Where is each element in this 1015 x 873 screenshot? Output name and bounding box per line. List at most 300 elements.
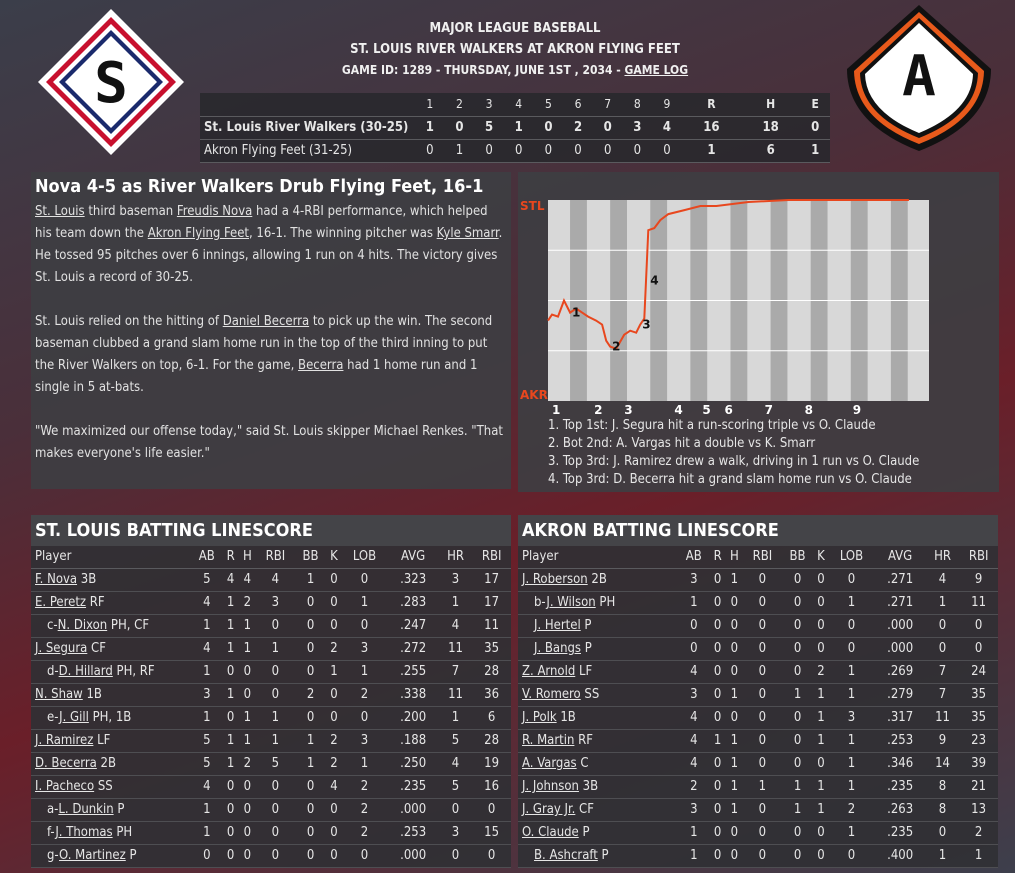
- player-cell: [518, 706, 678, 729]
- stat-cell: 0: [295, 614, 327, 637]
- linescore-title: AKRON BATTING LINESCORE: [518, 515, 998, 546]
- stat-cell: 0: [743, 729, 782, 752]
- inning-score: 2: [563, 116, 593, 139]
- stat-cell: 28: [472, 729, 511, 752]
- inning-score: 0: [622, 139, 652, 162]
- stat-cell: 1: [295, 752, 327, 775]
- stat-cell: 0: [829, 844, 875, 867]
- stat-cell: 1: [782, 683, 814, 706]
- player-position: CF: [87, 641, 106, 656]
- stat-cell: 4: [191, 775, 223, 798]
- inning-score: 0: [504, 139, 534, 162]
- stat-cell: 1: [926, 844, 959, 867]
- stat-cell: .253: [874, 729, 925, 752]
- inning-label: 4: [674, 403, 683, 417]
- column-header: BB: [295, 546, 327, 568]
- stat-cell: 0: [743, 752, 782, 775]
- stat-cell: .271: [874, 591, 925, 614]
- stat-cell: 0: [813, 614, 828, 637]
- team-name: Akron Flying Feet (31-25): [200, 139, 415, 162]
- win-probability-panel: [518, 172, 999, 492]
- player-link[interactable]: V. Romero: [522, 687, 581, 702]
- stat-cell: 0: [782, 660, 814, 683]
- stat-cell: 0: [256, 821, 295, 844]
- inning-label: 3: [624, 403, 633, 417]
- player-link[interactable]: J. Ramirez: [35, 733, 94, 748]
- total-runs: 16: [682, 116, 741, 139]
- stat-cell: 1: [813, 775, 828, 798]
- stat-cell: 4: [678, 706, 710, 729]
- player-cell: [518, 798, 678, 821]
- stat-cell: 0: [326, 706, 341, 729]
- st-louis-logo-letter: S: [94, 51, 128, 116]
- player-link[interactable]: D. Hillard: [58, 664, 113, 679]
- column-header: RBI: [472, 546, 511, 568]
- stat-cell: 0: [472, 798, 511, 821]
- player-cell: [518, 591, 678, 614]
- stat-cell: 0: [239, 775, 256, 798]
- inning-score: 0: [593, 116, 623, 139]
- inning-header: 1: [415, 93, 445, 116]
- stat-cell: 4: [678, 752, 710, 775]
- stat-cell: 35: [959, 683, 998, 706]
- stat-cell: 0: [926, 637, 959, 660]
- stat-cell: 1: [813, 683, 828, 706]
- stat-cell: 6: [472, 706, 511, 729]
- stat-cell: 0: [710, 591, 726, 614]
- player-link[interactable]: O. Claude: [522, 825, 579, 840]
- stat-cell: 0: [829, 614, 875, 637]
- stat-cell: 0: [342, 706, 388, 729]
- team-name: St. Louis River Walkers (30-25): [200, 116, 415, 139]
- stat-cell: 1: [743, 775, 782, 798]
- stat-cell: 1: [223, 752, 239, 775]
- player-link[interactable]: Z. Arnold: [522, 664, 576, 679]
- table-row: [31, 798, 511, 821]
- batting-table: [518, 546, 998, 868]
- stat-cell: 0: [743, 706, 782, 729]
- player-position: CF: [575, 802, 594, 817]
- stat-cell: 0: [295, 798, 327, 821]
- stat-cell: .250: [387, 752, 438, 775]
- stat-cell: .283: [387, 591, 438, 614]
- stat-cell: 5: [439, 775, 472, 798]
- stat-cell: 3: [439, 821, 472, 844]
- table-row: [31, 683, 511, 706]
- player-link[interactable]: Becerra: [298, 358, 344, 373]
- stat-cell: 8: [926, 798, 959, 821]
- st-louis-logo: [36, 7, 186, 157]
- stat-cell: 4: [223, 568, 239, 591]
- key-event: 1. Top 1st: J. Segura hit a run-scoring triple vs O. Claude: [548, 418, 876, 433]
- stat-cell: 4: [191, 591, 223, 614]
- stat-cell: 0: [295, 591, 327, 614]
- column-header: HR: [926, 546, 959, 568]
- total-errors: 0: [800, 116, 830, 139]
- stat-cell: 0: [926, 821, 959, 844]
- stat-cell: 1: [256, 637, 295, 660]
- stat-cell: 13: [959, 798, 998, 821]
- player-link[interactable]: Freudis Nova: [176, 204, 253, 219]
- stat-cell: 1: [439, 591, 472, 614]
- stat-cell: 0: [726, 591, 743, 614]
- stat-cell: 0: [710, 775, 726, 798]
- stat-cell: 28: [472, 660, 511, 683]
- inning-label: 9: [852, 403, 862, 417]
- player-cell: [31, 844, 191, 867]
- inning-header: 3: [474, 93, 504, 116]
- stat-cell: 0: [439, 798, 472, 821]
- stat-cell: 0: [710, 844, 726, 867]
- player-link[interactable]: F. Nova: [35, 572, 78, 587]
- player-link[interactable]: N. Shaw: [35, 687, 83, 702]
- player-link[interactable]: B. Ashcraft: [534, 848, 598, 863]
- stat-cell: .188: [387, 729, 438, 752]
- player-cell: [518, 729, 678, 752]
- table-row: [518, 729, 998, 752]
- column-header: HR: [439, 546, 472, 568]
- player-link[interactable]: J. Gray Jr.: [522, 802, 576, 817]
- stat-cell: 0: [743, 614, 782, 637]
- inning-header: 4: [504, 93, 534, 116]
- stat-cell: 39: [959, 752, 998, 775]
- key-event: 3. Top 3rd: J. Ramirez drew a walk, driving in 1 run vs O. Claude: [548, 454, 920, 469]
- box-score-row-home: [200, 139, 830, 162]
- stat-cell: 0: [959, 637, 998, 660]
- stat-cell: 1: [326, 660, 341, 683]
- inning-label: 7: [764, 403, 773, 417]
- stat-cell: 0: [256, 614, 295, 637]
- column-header: R: [223, 546, 239, 568]
- sub-prefix: g-: [47, 848, 60, 863]
- table-row: [518, 683, 998, 706]
- stat-cell: 0: [342, 614, 388, 637]
- stat-cell: 0: [710, 821, 726, 844]
- stat-cell: 1: [223, 729, 239, 752]
- stat-cell: 7: [439, 660, 472, 683]
- player-link[interactable]: N. Dixon: [57, 618, 108, 633]
- stat-cell: .317: [874, 706, 925, 729]
- stat-cell: .400: [874, 844, 925, 867]
- stat-cell: 8: [926, 775, 959, 798]
- stat-cell: 0: [813, 568, 828, 591]
- stat-cell: 2: [326, 752, 341, 775]
- player-link[interactable]: Kyle Smarr: [436, 226, 499, 241]
- column-header: K: [326, 546, 341, 568]
- stat-cell: 0: [295, 706, 327, 729]
- inning-score: 0: [474, 139, 504, 162]
- sub-prefix: e-: [47, 710, 60, 725]
- stat-cell: 2: [295, 683, 327, 706]
- stat-cell: 1: [256, 729, 295, 752]
- player-position: P: [578, 825, 590, 840]
- stat-cell: 1: [239, 614, 256, 637]
- key-event: 2. Bot 2nd: A. Vargas hit a double vs K. Smarr: [548, 436, 816, 451]
- stat-cell: 1: [829, 821, 875, 844]
- stat-cell: 0: [726, 660, 743, 683]
- stat-cell: 0: [223, 706, 239, 729]
- stat-cell: 1: [239, 706, 256, 729]
- stat-cell: .253: [387, 821, 438, 844]
- player-link[interactable]: J. Wilson: [546, 595, 596, 610]
- player-link[interactable]: E. Peretz: [35, 595, 87, 610]
- inning-header: 7: [593, 93, 623, 116]
- column-header: AVG: [387, 546, 438, 568]
- story-text: , 16-1. The winning pitcher was: [249, 226, 437, 241]
- column-header: H: [726, 546, 743, 568]
- story-headline: Nova 4-5 as River Walkers Drub Flying Feet, 16-1: [35, 176, 484, 197]
- table-row: [518, 614, 998, 637]
- story-paragraph-2: [35, 311, 507, 399]
- stat-cell: 1: [726, 568, 743, 591]
- stat-cell: .235: [874, 775, 925, 798]
- sub-prefix: a-: [47, 802, 59, 817]
- stat-cell: 0: [743, 637, 782, 660]
- stat-cell: 0: [710, 683, 726, 706]
- player-link[interactable]: J. Bangs: [534, 641, 581, 656]
- table-row: [518, 844, 998, 867]
- stat-cell: 1: [239, 729, 256, 752]
- stat-cell: .269: [874, 660, 925, 683]
- stat-cell: 0: [782, 568, 814, 591]
- event-marker: 4: [650, 273, 659, 288]
- stat-cell: 7: [926, 660, 959, 683]
- total-hits: 18: [741, 116, 800, 139]
- table-row: [31, 844, 511, 867]
- inning-header: 6: [563, 93, 593, 116]
- key-event: 4. Top 3rd: D. Becerra hit a grand slam home run vs O. Claude: [548, 472, 912, 487]
- player-cell: [31, 706, 191, 729]
- stat-cell: 1: [710, 729, 726, 752]
- stat-cell: 0: [223, 660, 239, 683]
- player-link[interactable]: J. Johnson: [522, 779, 579, 794]
- story-paragraph-3: "We maximized our offense today," said St. Louis skipper Michael Renkes. "That makes everyone's life easier.": [35, 424, 503, 461]
- player-position: SS: [94, 779, 113, 794]
- player-link[interactable]: I. Pacheco: [35, 779, 95, 794]
- player-cell: [31, 798, 191, 821]
- player-link[interactable]: O. Martinez: [59, 848, 126, 863]
- table-row: [31, 821, 511, 844]
- table-row: [31, 752, 511, 775]
- game-log-link[interactable]: GAME LOG: [624, 63, 689, 77]
- inning-score: 0: [563, 139, 593, 162]
- stat-cell: 0: [326, 821, 341, 844]
- stat-cell: 1: [223, 683, 239, 706]
- stat-cell: 2: [829, 798, 875, 821]
- stat-cell: 9: [959, 568, 998, 591]
- stat-cell: 0: [743, 798, 782, 821]
- player-link[interactable]: Daniel Becerra: [222, 314, 310, 329]
- column-header: H: [239, 546, 256, 568]
- stat-cell: 1: [813, 729, 828, 752]
- inning-score: 0: [593, 139, 623, 162]
- player-position: C: [576, 756, 589, 771]
- inning-header: 5: [534, 93, 564, 116]
- story-text: to pick up the win. The second baseman clubbed a grand slam home run in the top of the third inning to put the River Walkers on top, 6-1. For the game,: [35, 314, 493, 373]
- stat-cell: 0: [710, 637, 726, 660]
- column-header: Player: [31, 546, 191, 568]
- team-header: [200, 93, 415, 116]
- stat-cell: 0: [710, 660, 726, 683]
- stat-cell: 0: [295, 821, 327, 844]
- player-link[interactable]: J. Segura: [35, 641, 88, 656]
- stat-cell: 0: [256, 660, 295, 683]
- player-position: P: [113, 802, 125, 817]
- inning-header: 9: [652, 93, 682, 116]
- story-text: third baseman: [84, 204, 177, 219]
- stat-cell: 0: [326, 591, 341, 614]
- top-team-label: STL: [520, 199, 545, 213]
- inning-score: 0: [534, 116, 564, 139]
- stat-cell: 0: [710, 752, 726, 775]
- stat-cell: 0: [239, 660, 256, 683]
- column-header: RBI: [743, 546, 782, 568]
- player-position: P: [597, 848, 609, 863]
- stat-cell: 2: [342, 798, 388, 821]
- column-header: RBI: [256, 546, 295, 568]
- player-position: 1B: [556, 710, 576, 725]
- akron-logo-letter: A: [902, 44, 936, 109]
- stat-cell: .279: [874, 683, 925, 706]
- stat-cell: 0: [959, 614, 998, 637]
- player-link[interactable]: A. Vargas: [522, 756, 577, 771]
- column-header: Player: [518, 546, 678, 568]
- stat-cell: 0: [295, 637, 327, 660]
- stat-cell: 1: [829, 660, 875, 683]
- stat-cell: 3: [342, 637, 388, 660]
- stat-cell: 5: [191, 568, 223, 591]
- stat-cell: 1: [223, 614, 239, 637]
- stat-cell: 2: [959, 821, 998, 844]
- stat-cell: 16: [472, 775, 511, 798]
- table-row: [518, 821, 998, 844]
- stat-cell: .255: [387, 660, 438, 683]
- stat-cell: .346: [874, 752, 925, 775]
- stat-cell: 1: [726, 683, 743, 706]
- stat-cell: 1: [813, 706, 828, 729]
- stat-cell: 1: [239, 637, 256, 660]
- player-link[interactable]: J. Thomas: [55, 825, 113, 840]
- stat-cell: 0: [782, 614, 814, 637]
- inning-header: 8: [622, 93, 652, 116]
- stat-cell: 4: [678, 660, 710, 683]
- akron-logo: [845, 3, 993, 153]
- stat-cell: 1: [782, 798, 814, 821]
- hits-header: H: [741, 93, 800, 116]
- stat-cell: 1: [726, 729, 743, 752]
- stat-cell: 2: [342, 821, 388, 844]
- stat-cell: 0: [326, 614, 341, 637]
- stat-cell: 3: [678, 568, 710, 591]
- akron-batting-linescore: [518, 515, 998, 868]
- stat-cell: 0: [726, 821, 743, 844]
- inning-score: 4: [652, 116, 682, 139]
- stat-cell: 5: [439, 729, 472, 752]
- stat-cell: 11: [926, 706, 959, 729]
- player-link[interactable]: D. Becerra: [35, 756, 97, 771]
- inning-label: 1: [552, 403, 561, 417]
- stat-cell: 0: [710, 798, 726, 821]
- stat-cell: 3: [678, 683, 710, 706]
- player-cell: [31, 821, 191, 844]
- win-probability-chart: [518, 172, 999, 417]
- stat-cell: 1: [191, 706, 223, 729]
- player-position: RF: [86, 595, 105, 610]
- game-story: [31, 172, 511, 489]
- stat-cell: 0: [782, 844, 814, 867]
- player-link[interactable]: J. Polk: [522, 710, 557, 725]
- stat-cell: .247: [387, 614, 438, 637]
- story-paragraph-1: [35, 201, 507, 289]
- player-position: LF: [575, 664, 593, 679]
- stat-cell: 0: [813, 752, 828, 775]
- player-link[interactable]: J. Hertel: [534, 618, 581, 633]
- stat-cell: 2: [239, 752, 256, 775]
- table-row: [31, 614, 511, 637]
- inning-score: 5: [474, 116, 504, 139]
- stat-cell: 0: [813, 844, 828, 867]
- sub-prefix: f-: [47, 825, 56, 840]
- event-marker: 1: [572, 305, 581, 320]
- sub-prefix: b-: [534, 595, 547, 610]
- player-link[interactable]: J. Roberson: [522, 572, 588, 587]
- stat-cell: 0: [782, 729, 814, 752]
- stat-cell: 0: [239, 798, 256, 821]
- stat-cell: 1: [191, 660, 223, 683]
- player-cell: [518, 568, 678, 591]
- total-runs: 1: [682, 139, 741, 162]
- stat-cell: 4: [926, 568, 959, 591]
- inning-score: 1: [415, 116, 445, 139]
- stat-cell: .272: [387, 637, 438, 660]
- stat-cell: 4: [439, 614, 472, 637]
- story-text: St. Louis relied on the hitting of: [35, 314, 223, 329]
- team-link[interactable]: Akron Flying Feet: [147, 226, 249, 241]
- stat-cell: 0: [239, 683, 256, 706]
- player-link[interactable]: J. Gill: [59, 710, 89, 725]
- stat-cell: 0: [326, 568, 341, 591]
- player-link[interactable]: R. Martin: [522, 733, 575, 748]
- stat-cell: 1: [829, 752, 875, 775]
- player-link[interactable]: L. Dunkin: [58, 802, 114, 817]
- stat-cell: .200: [387, 706, 438, 729]
- stat-cell: 11: [959, 591, 998, 614]
- stat-cell: 1: [342, 660, 388, 683]
- table-row: [518, 752, 998, 775]
- bottom-team-label: AKR: [520, 388, 548, 402]
- stat-cell: 0: [342, 568, 388, 591]
- stat-cell: .000: [874, 614, 925, 637]
- stat-cell: 3: [678, 798, 710, 821]
- stat-cell: 1: [678, 821, 710, 844]
- player-cell: [518, 660, 678, 683]
- key-events: [548, 417, 919, 489]
- stat-cell: 0: [295, 660, 327, 683]
- stat-cell: 21: [959, 775, 998, 798]
- player-position: 3B: [578, 779, 599, 794]
- stat-cell: 0: [743, 591, 782, 614]
- column-header: R: [710, 546, 726, 568]
- inning-label: 8: [804, 403, 814, 417]
- league-title: MAJOR LEAGUE BASEBALL: [429, 21, 601, 36]
- table-row: [31, 706, 511, 729]
- player-cell: [31, 752, 191, 775]
- table-row: [31, 729, 511, 752]
- player-cell: [518, 844, 678, 867]
- team-link[interactable]: St. Louis: [35, 204, 85, 219]
- table-row: [518, 591, 998, 614]
- player-position: 2B: [96, 756, 117, 771]
